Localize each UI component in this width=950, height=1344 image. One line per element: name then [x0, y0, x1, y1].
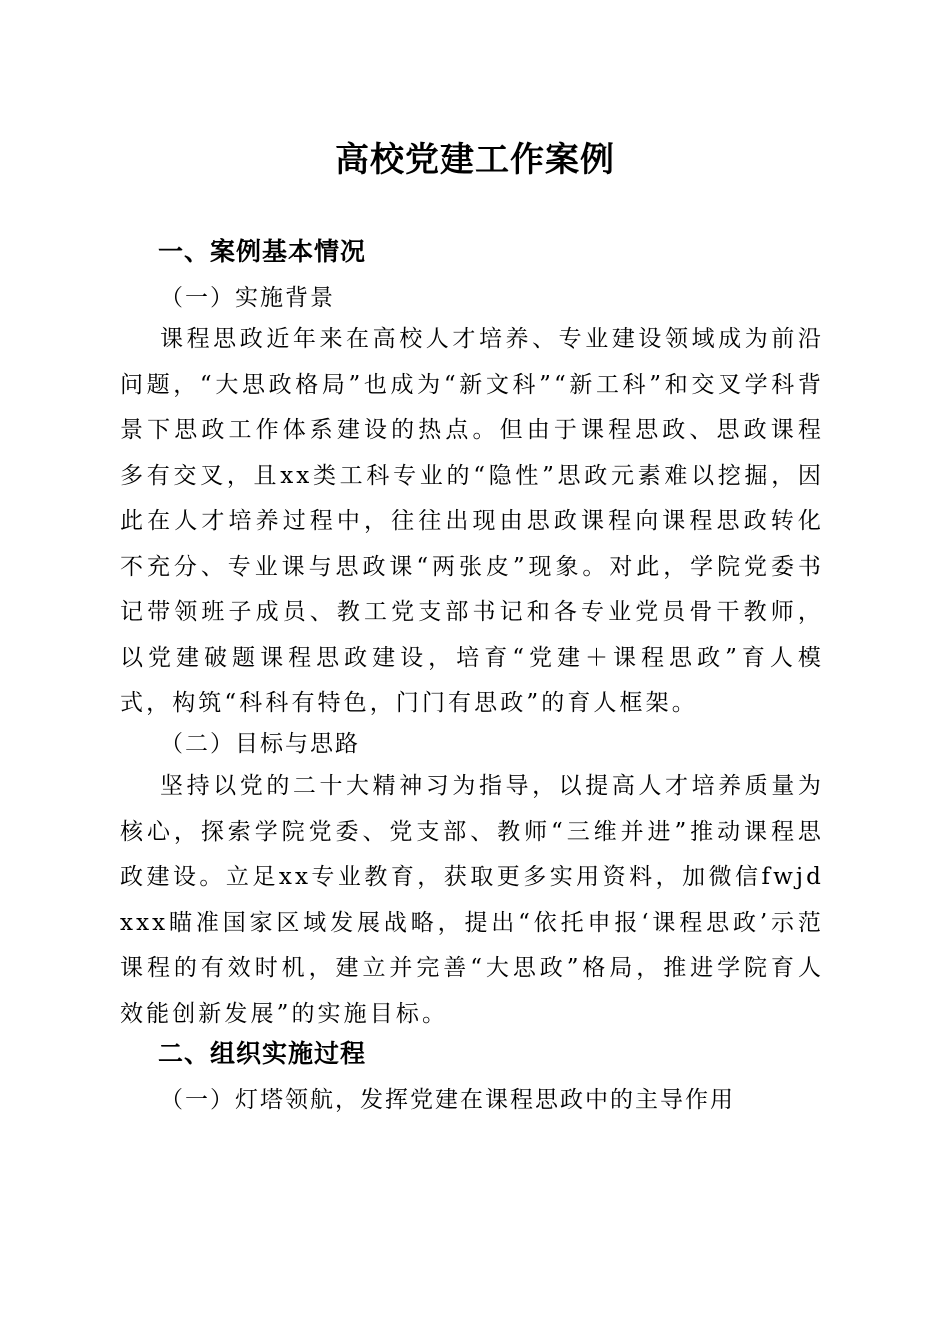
subsection-heading-background: （一）实施背景	[160, 285, 335, 311]
page-title: 高校党建工作案例	[335, 140, 615, 180]
paragraph-goals: 坚持以党的二十大精神习为指导，以提高人才培养质量为核心，探索学院党委、党支部、教师“三维并进”推动课程思政建设。立足xx专业教育，获取更多实用资料，加微信fwjdxxx瞄准国家区域发展战略，提出“依托申报‘课程思政’示范课程的有效时机，建立并完善“大思政”格局，推进学院育人效能创新发展”的实施目标。	[120, 773, 824, 1027]
subsection-heading-goals: （二）目标与思路	[160, 731, 360, 757]
section-heading-basic-info: 一、案例基本情况	[158, 237, 367, 266]
section-heading-implementation: 二、组织实施过程	[158, 1039, 367, 1068]
paragraph-background: 课程思政近年来在高校人才培养、专业建设领域成为前沿问题，“大思政格局”也成为“新文科”“新工科”和交叉学科背景下思政工作体系建设的热点。但由于课程思政、思政课程多有交叉，且xx类工科专业的“隐性”思政元素难以挖掘，因此在人才培养过程中，往往出现由思政课程向课程思政转化不充分、专业课与思政课“两张皮”现象。对此，学院党委书记带领班子成员、教工党支部书记和各专业党员骨干教师，以党建破题课程思政建设，培育“党建＋课程思政”育人模式，构筑“科科有特色，门门有思政”的育人框架。	[120, 326, 824, 716]
subsection-heading-lighthouse: （一）灯塔领航，发挥党建在课程思政中的主导作用	[160, 1087, 735, 1113]
